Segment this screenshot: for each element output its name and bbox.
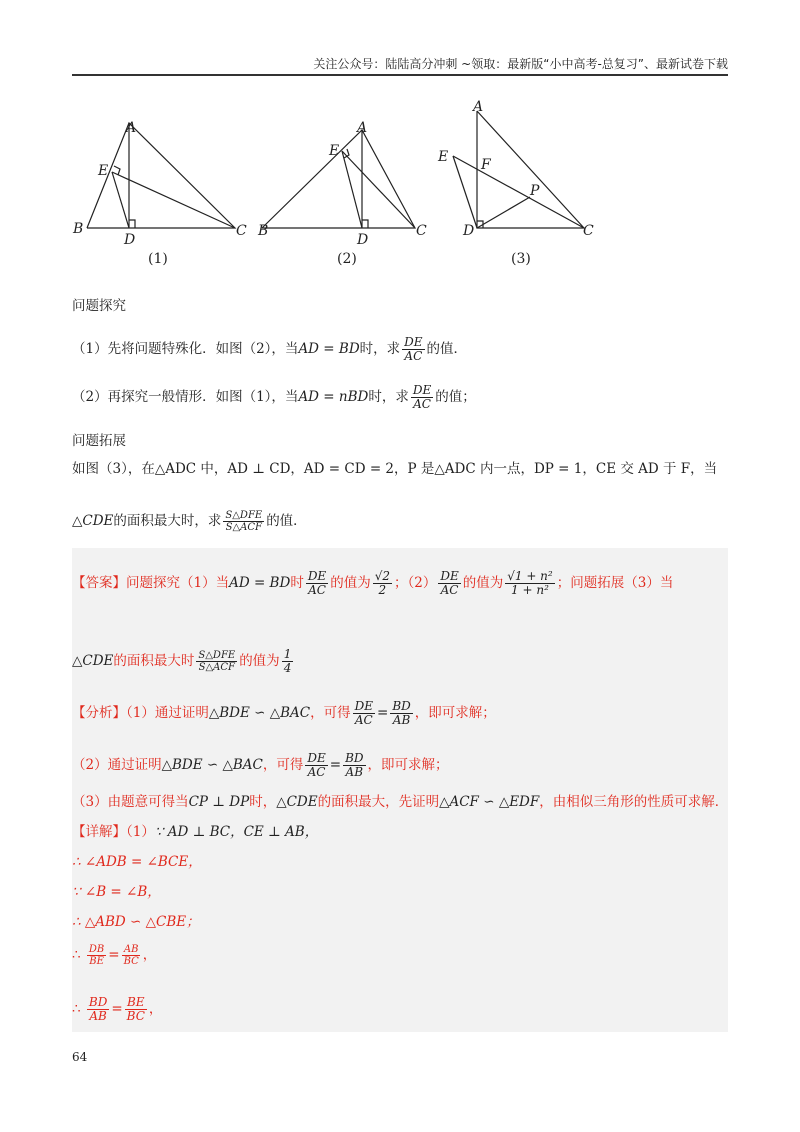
solution-panel: [72, 548, 728, 1032]
section-title-explore: 问题探究: [72, 298, 126, 314]
geometry-figures: [70, 95, 630, 275]
fig3-label-P: P: [530, 183, 540, 199]
question-1: （1）先将问题特殊化．如图（2），当AD = BD时，求 $\frac{DE}{AC}$ 的值．: [72, 335, 468, 363]
fig1-label-E: E: [98, 163, 109, 179]
extension-line-1: 如图（3），在△ADC 中，AD ⊥ CD，AD = CD = 2，P 是△ADC 内一点，DP = 1，CE 交 AD 于 F，当: [72, 461, 718, 477]
fig1-label-D: D: [124, 232, 136, 248]
detail-line-3: ∵ ∠B = ∠B，: [72, 884, 161, 900]
analysis-line-1: 【分析】（1）通过证明△BDE ∽ △BAC，可得 $\frac{DE}{AC}$ = $\frac{BD}{AB}$ ，即可求解；: [72, 699, 496, 727]
detail-line-1: 【详解】（1）∵ AD ⊥ BC，CE ⊥ AB，: [72, 824, 319, 840]
detail-line-2: ∴ ∠ADB = ∠BCE，: [72, 854, 202, 870]
fig1-caption: (1): [148, 251, 168, 267]
fig3-ec: [453, 156, 584, 228]
analysis-label: 【分析】: [72, 705, 126, 721]
fig2-label-D: D: [357, 232, 369, 248]
fig3-label-A: A: [473, 99, 484, 115]
fig1-ed: [112, 172, 129, 228]
page-header: 关注公众号：陆陆高分冲刺 ~领取：最新版“小中高考-总复习”、最新试卷下载: [72, 56, 728, 76]
analysis-line-3: （3）由题意可得当CP ⊥ DP时，△CDE的面积最大，先证明△ACF ∽ △EDF，由相似三角形的性质可求解．: [72, 794, 729, 810]
fig1-triangle: [87, 123, 235, 228]
fig1-label-B: B: [73, 221, 84, 237]
fig2-caption: (2): [337, 251, 357, 267]
fig2-label-B: B: [258, 223, 269, 239]
answer-line-1: 【答案】问题探究（1）当AD = BD时 $\frac{DE}{AC}$ 的值为 $\frac{√2}{2}$ ；（2） $\frac{DE}{AC}$ 的值为 $\frac{\text{√1 + n²}}{\text{1 + n²}}$ ；问题拓展（3）当: [72, 569, 674, 597]
detail-line-6: ∴ $\frac{BD}{AB}$ = $\frac{BE}{BC}$ ，: [72, 995, 163, 1023]
extension-line-2: △CDE的面积最大时，求 $\frac{\text{S△DFE}}{\text{S△ACF}}$ 的值．: [72, 510, 307, 533]
page-number: 64: [72, 1050, 88, 1064]
answer-label: 【答案】: [72, 575, 126, 591]
fig2-label-C: C: [416, 223, 427, 239]
detail-line-4: ∴ △ABD ∽ △CBE；: [72, 914, 200, 930]
detail-label: 【详解】: [72, 824, 126, 840]
analysis-line-2: （2）通过证明△BDE ∽ △BAC，可得 $\frac{DE}{AC}$ = $\frac{BD}{AB}$ ，即可求解；: [72, 751, 449, 779]
fig3-caption: (3): [511, 251, 531, 267]
fig2-ed: [342, 151, 362, 228]
detail-line-5: ∴ $\frac{DB}{BE}$ = $\frac{AB}{BC}$ ，: [72, 944, 157, 967]
fig2-ec: [342, 151, 415, 228]
fig3-dp: [477, 197, 530, 228]
section-title-extend: 问题拓展: [72, 433, 126, 449]
fig1-label-C: C: [236, 223, 247, 239]
answer-line-2: △CDE的面积最大时 $\frac{\text{S△DFE}}{\text{S△ACF}}$ 的值为 $\frac{1}{4}$: [72, 647, 292, 675]
question-2: （2）再探究一般情形．如图（1），当AD = nBD时，求 $\frac{DE}{AC}$ 的值；: [72, 383, 476, 411]
fig2-label-E: E: [329, 143, 340, 159]
fig3-label-E: E: [438, 149, 449, 165]
fig3-label-D: D: [463, 223, 475, 239]
fig2-label-A: A: [357, 120, 368, 136]
fig3-triangle: [477, 111, 584, 228]
fig3-label-F: F: [481, 157, 491, 173]
fig1-label-A: A: [126, 120, 137, 136]
fig3-label-C: C: [583, 223, 594, 239]
